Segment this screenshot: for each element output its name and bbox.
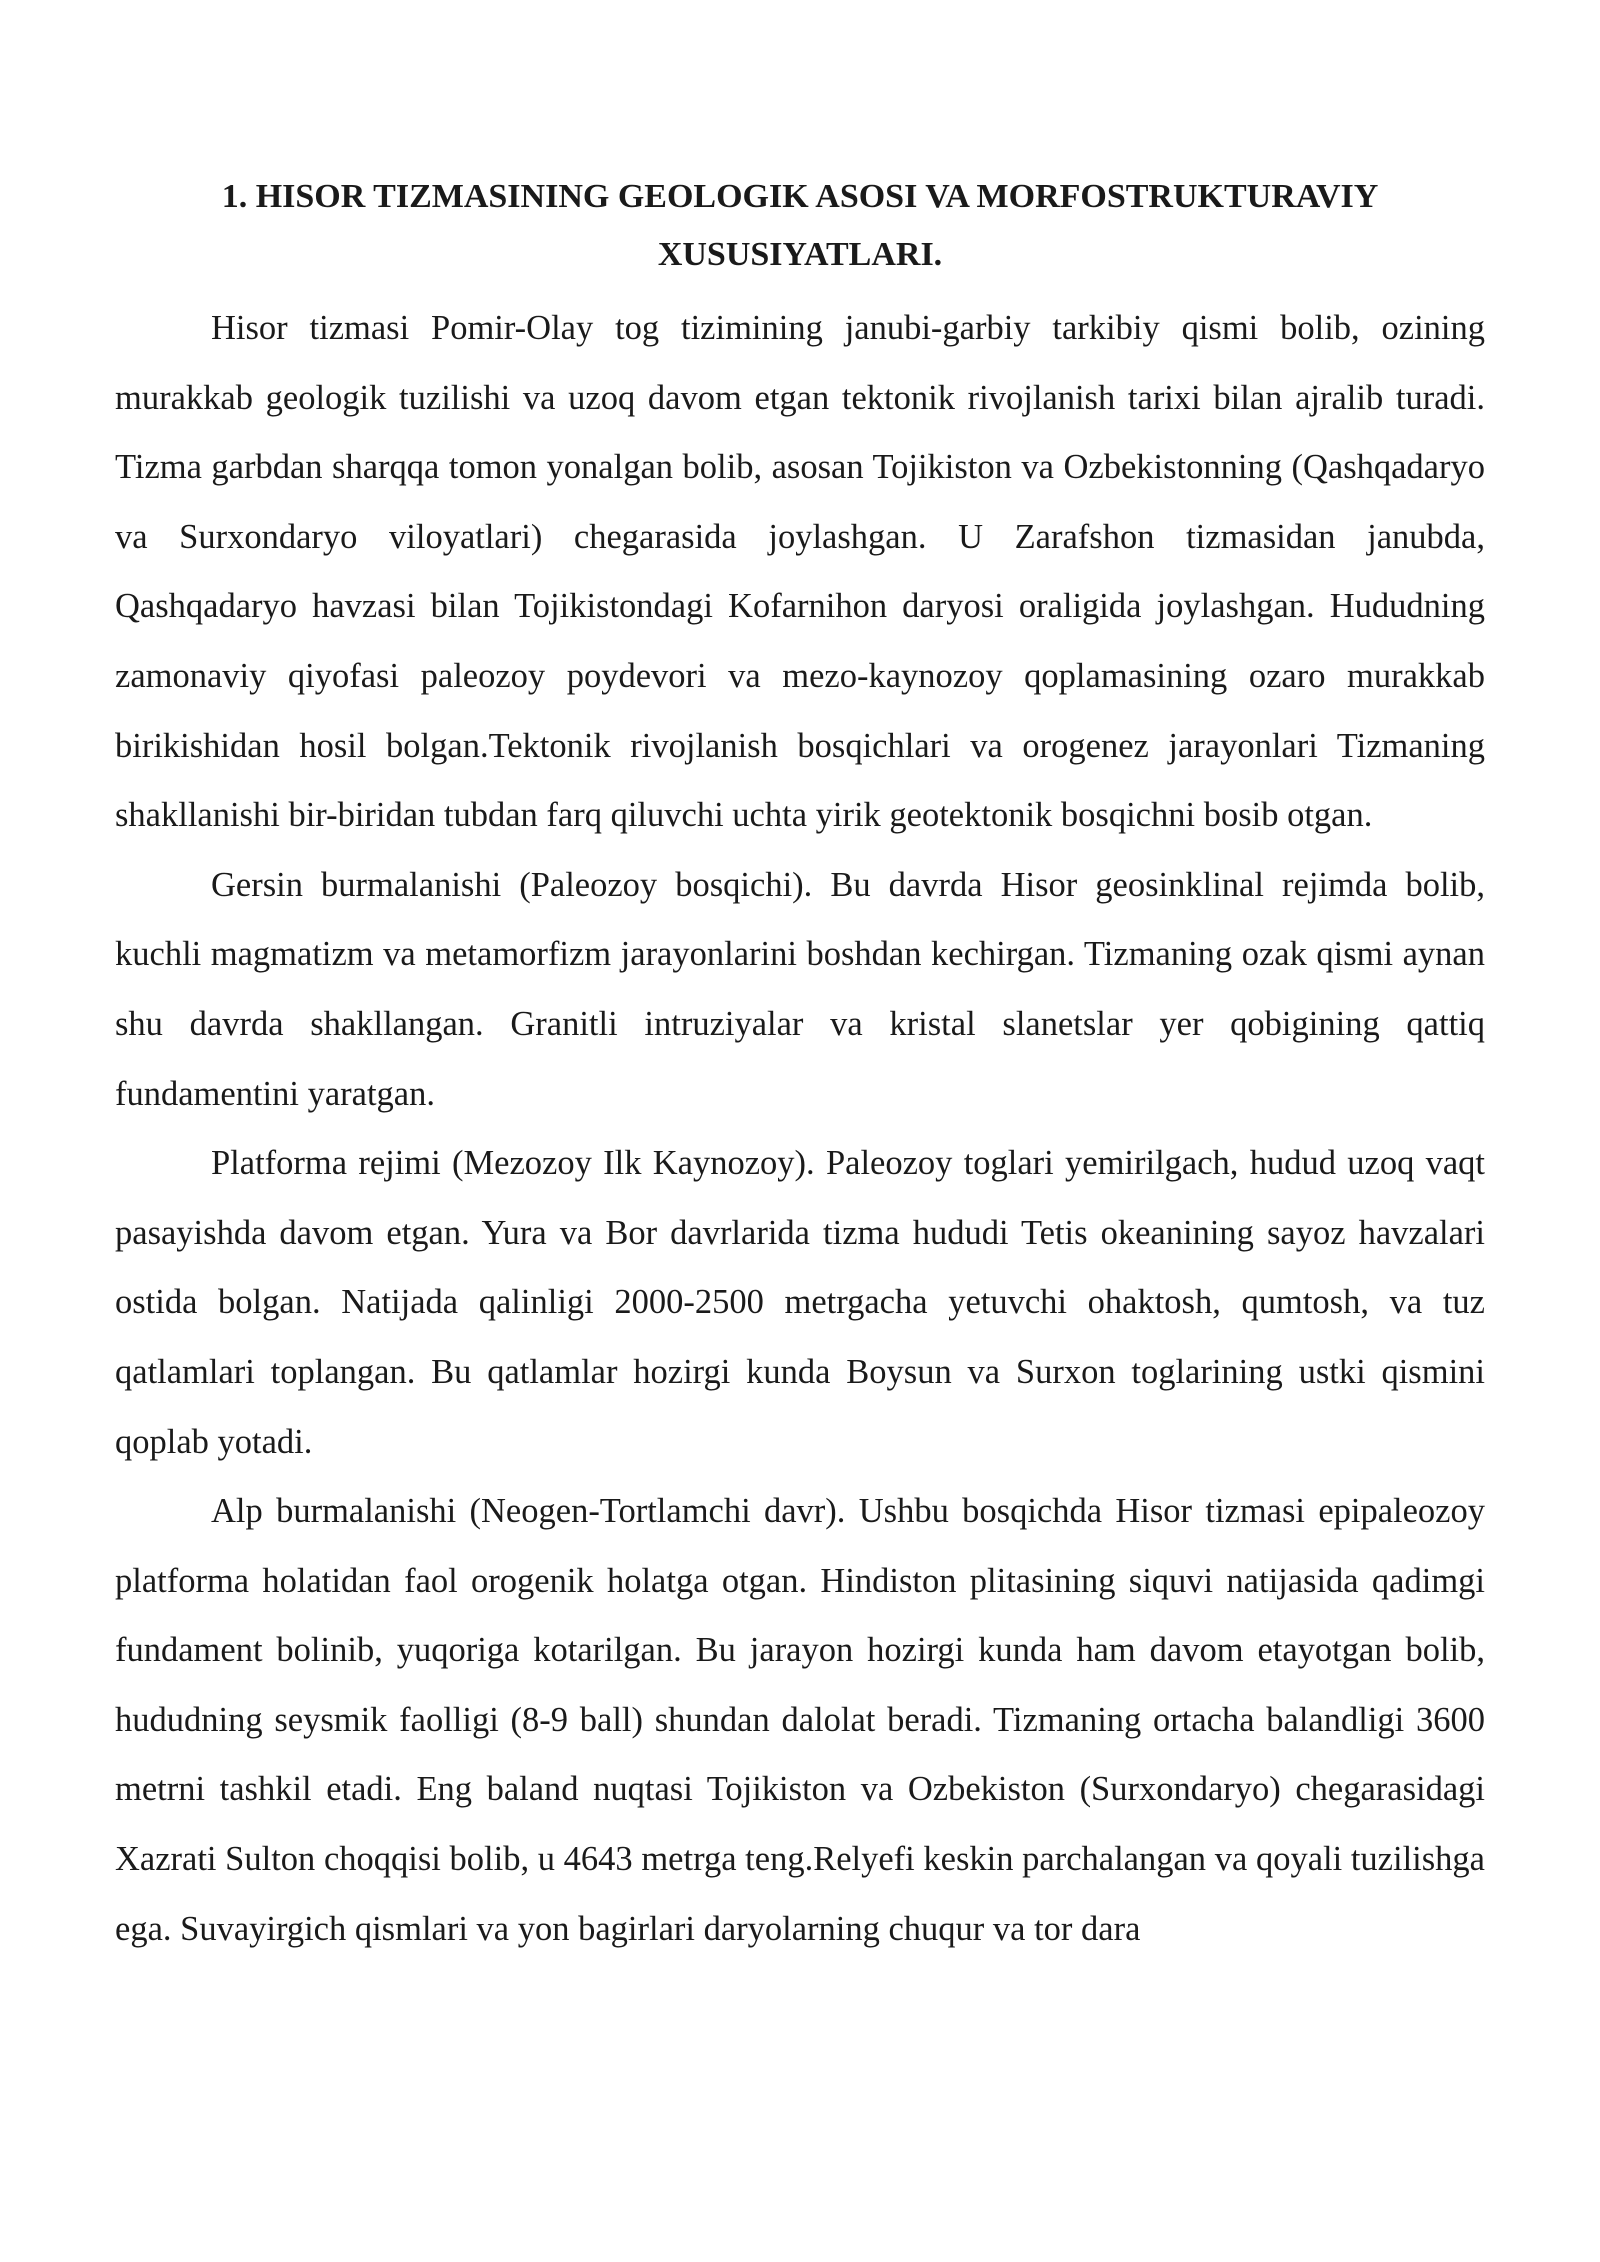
document-body [115,168,1485,1964]
section-title-line-2: XUSUSIYATLARI. [657,236,943,273]
paragraph-alpine-folding: Alp burmalanishi (Neogen-Tortlamchi davr). Ushbu bosqichda Hisor tizmasi epipaleozoy platforma holatidan faol orogenik holatga otgan. Hindiston plitasining siquvi natijasida qadimgi fundament bolinib, yuqoriga kotarilgan. Bu jarayon hozirgi kunda ham davom etayotgan bolib, hududning seysmik faolligi (8-9 ball) shundan dalolat beradi. Tizmaning ortacha balandligi 3600 metrni tashkil etadi. Eng baland nuqtasi Tojikiston va Ozbekiston (Surxondaryo) chegarasidagi Xazrati Sulton choqqisi bolib, u 4643 metrga teng.Relyefi keskin parchalangan va qoyali tuzilishga ega. Suvayirgich qismlari va yon bagirlari daryolarning chuqur va tor dara [115,1492,1485,1948]
paragraph-intro: Hisor tizmasi Pomir-Olay tog tizimining janubi-garbiy tarkibiy qismi bolib, ozining murakkab geologik tuzilishi va uzoq davom etgan tektonik rivojlanish tarixi bilan ajralib turadi. Tizma garbdan sharqqa tomon yonalgan bolib, asosan Tojikiston va Ozbekistonning (Qashqadaryo va Surxondaryo viloyatlari) chegarasida joylashgan. U Zarafshon tizmasidan janubda, Qashqadaryo havzasi bilan Tojikistondagi Kofarnihon daryosi oraligida joylashgan. Hududning zamonaviy qiyofasi paleozoy poydevori va mezo-kaynozoy qoplamasining ozaro murakkab birikishidan hosil bolgan.Tektonik rivojlanish bosqichlari va orogenez jarayonlari Tizmaning shakllanishi bir-biridan tubdan farq qiluvchi uchta yirik geotektonik bosqichni bosib otgan. [115,309,1485,835]
paragraph-gersin-folding: Gersin burmalanishi (Paleozoy bosqichi). Bu davrda Hisor geosinklinal rejimda bolib, kuchli magmatizm va metamorfizm jarayonlarini boshdan kechirgan. Tizmaning ozak qismi aynan shu davrda shakllangan. Granitli intruziyalar va kristal slanetslar yer qobigining qattiq fundamentini yaratgan. [115,865,1485,1113]
paragraph-platform-regime: Platforma rejimi (Mezozoy Ilk Kaynozoy). Paleozoy toglari yemirilgach, hudud uzoq vaqt pasayishda davom etgan. Yura va Bor davrlarida tizma hududi Tetis okeanining sayoz havzalari ostida bolgan. Natijada qalinligi 2000-2500 metrgacha yetuvchi ohaktosh, qumtosh, va tuz qatlamlari toplangan. Bu qatlamlar hozirgi kunda Boysun va Surxon toglarining ustki qismini qoplab yotadi. [115,1144,1485,1461]
section-title [115,168,1485,284]
section-title-line-1: 1. HISOR TIZMASINING GEOLOGIK ASOSI VA MORFOSTRUKTURAVIY [221,178,1379,215]
